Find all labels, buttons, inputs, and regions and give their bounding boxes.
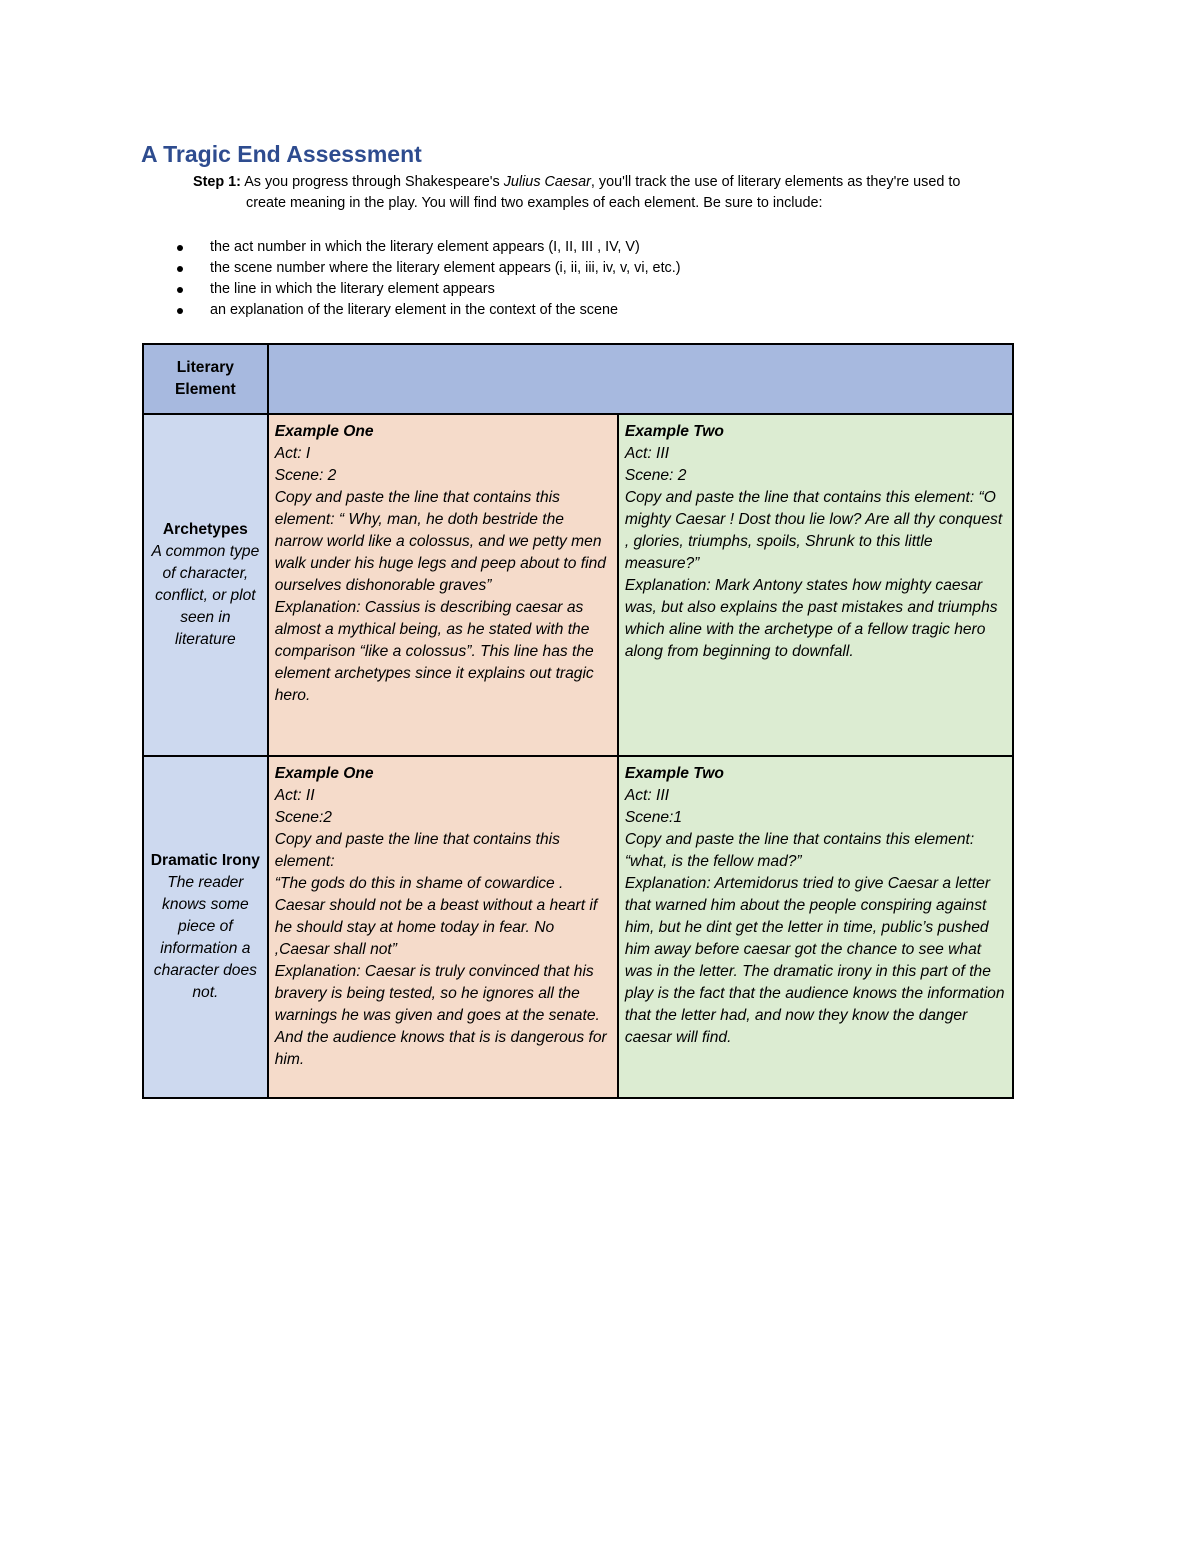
explanation: Explanation: Mark Antony states how mighty caesar was, but also explains the past mistakes and triumphs which aline with the archetype of a fellow tragic hero along from beginning to downfall.: [624, 577, 998, 660]
step-label: Step 1:: [193, 174, 241, 190]
element-description: A common type of character, conflict, or plot seen in literature: [151, 543, 260, 648]
list-item: the act number in which the literary element appears (I, II, III , IV, V): [176, 237, 681, 258]
quoted-line: “The gods do this in shame of cowardice . Caesar should not be a beast without a heart if he should stay at home today in fear. No ,Caesar shall not”: [274, 875, 598, 958]
header-literary-element: Literary Element: [143, 344, 268, 414]
act: Act: II: [274, 787, 315, 804]
bullet-icon: [177, 308, 183, 314]
list-item: the scene number where the literary element appears (i, ii, iii, iv, v, vi, etc.): [176, 258, 681, 279]
element-name: Archetypes: [162, 521, 248, 538]
copy-label: Copy and paste the line that contains this element:: [624, 831, 975, 848]
bullet-icon: [177, 287, 183, 293]
act: Act: I: [274, 445, 311, 462]
act: Act: III: [624, 787, 670, 804]
literary-elements-table: [142, 343, 1014, 1099]
requirements-list: [176, 237, 681, 321]
step-text-after: , you'll track the use of literary elements as they're used to: [590, 174, 961, 190]
example-title: Example One: [274, 765, 374, 782]
header-blank-cell: [268, 344, 1013, 414]
example-title: Example Two: [624, 765, 724, 782]
scene: Scene: 2: [624, 467, 687, 484]
explanation: Explanation: Artemidorus tried to give Caesar a letter that warned him about the people conspiring against him, but he dint get the letter in time, public’s pushed him away before caesar got the chance to see what was in the letter. The dramatic irony in this part of the play is the fact that the audience knows the information that the letter had, and now they know the danger caesar will find.: [624, 875, 1005, 1046]
example-one-cell: [268, 756, 618, 1098]
act: Act: III: [624, 445, 670, 462]
example-two-cell: [618, 756, 1013, 1098]
example-title: Example Two: [624, 423, 724, 440]
example-two-cell: [618, 414, 1013, 756]
bullet-icon: [177, 245, 183, 251]
scene: Scene:1: [624, 809, 683, 826]
example-title: Example One: [274, 423, 374, 440]
step-text-line2: create meaning in the play. You will find two examples of each element. Be sure to include:: [246, 195, 823, 211]
explanation: Explanation: Cassius is describing caesar as almost a mythical being, as he stated with the comparison “like a colossus”. This line has the element archetypes since it explains out tragic hero.: [274, 599, 594, 704]
table-row: [143, 414, 1013, 756]
quoted-line: “what, is the fellow mad?”: [624, 853, 802, 870]
copy-label: Copy and paste the line that contains this element:: [274, 831, 560, 870]
list-item: the line in which the literary element appears: [176, 279, 681, 300]
quoted-line: Copy and paste the line that contains this element: “ Why, man, he doth bestride the narrow world like a colossus, and we petty men walk under his huge legs and peep about to find ourselves dishonorable graves”: [274, 489, 606, 594]
step-instructions: [193, 172, 1053, 214]
table-header-row: [143, 344, 1013, 414]
scene: Scene:2: [274, 809, 332, 826]
element-cell-archetypes: [143, 414, 268, 756]
element-name: Dramatic Irony: [150, 852, 260, 869]
bullet-icon: [177, 266, 183, 272]
step-text-before: As you progress through Shakespeare's: [240, 174, 504, 190]
element-cell-dramatic-irony: [143, 756, 268, 1098]
explanation: Explanation: Caesar is truly convinced that his bravery is being tested, so he ignores all the warnings he was given and goes at the senate. And the audience knows that is is dangerous for him.: [274, 963, 607, 1068]
play-title: Julius Caesar: [503, 174, 591, 190]
scene: Scene: 2: [274, 467, 337, 484]
quoted-line: Copy and paste the line that contains this element: “O mighty Caesar ! Dost thou lie low? Are all thy conquest , glories, triumphs, spoils, Shrunk to this little measure?”: [624, 489, 1003, 572]
table-row: [143, 756, 1013, 1098]
element-description: The reader knows some piece of information a character does not.: [153, 874, 257, 1001]
list-item: an explanation of the literary element in the context of the scene: [176, 300, 681, 321]
example-one-cell: [268, 414, 618, 756]
page-title: A Tragic End Assessment: [141, 141, 422, 167]
